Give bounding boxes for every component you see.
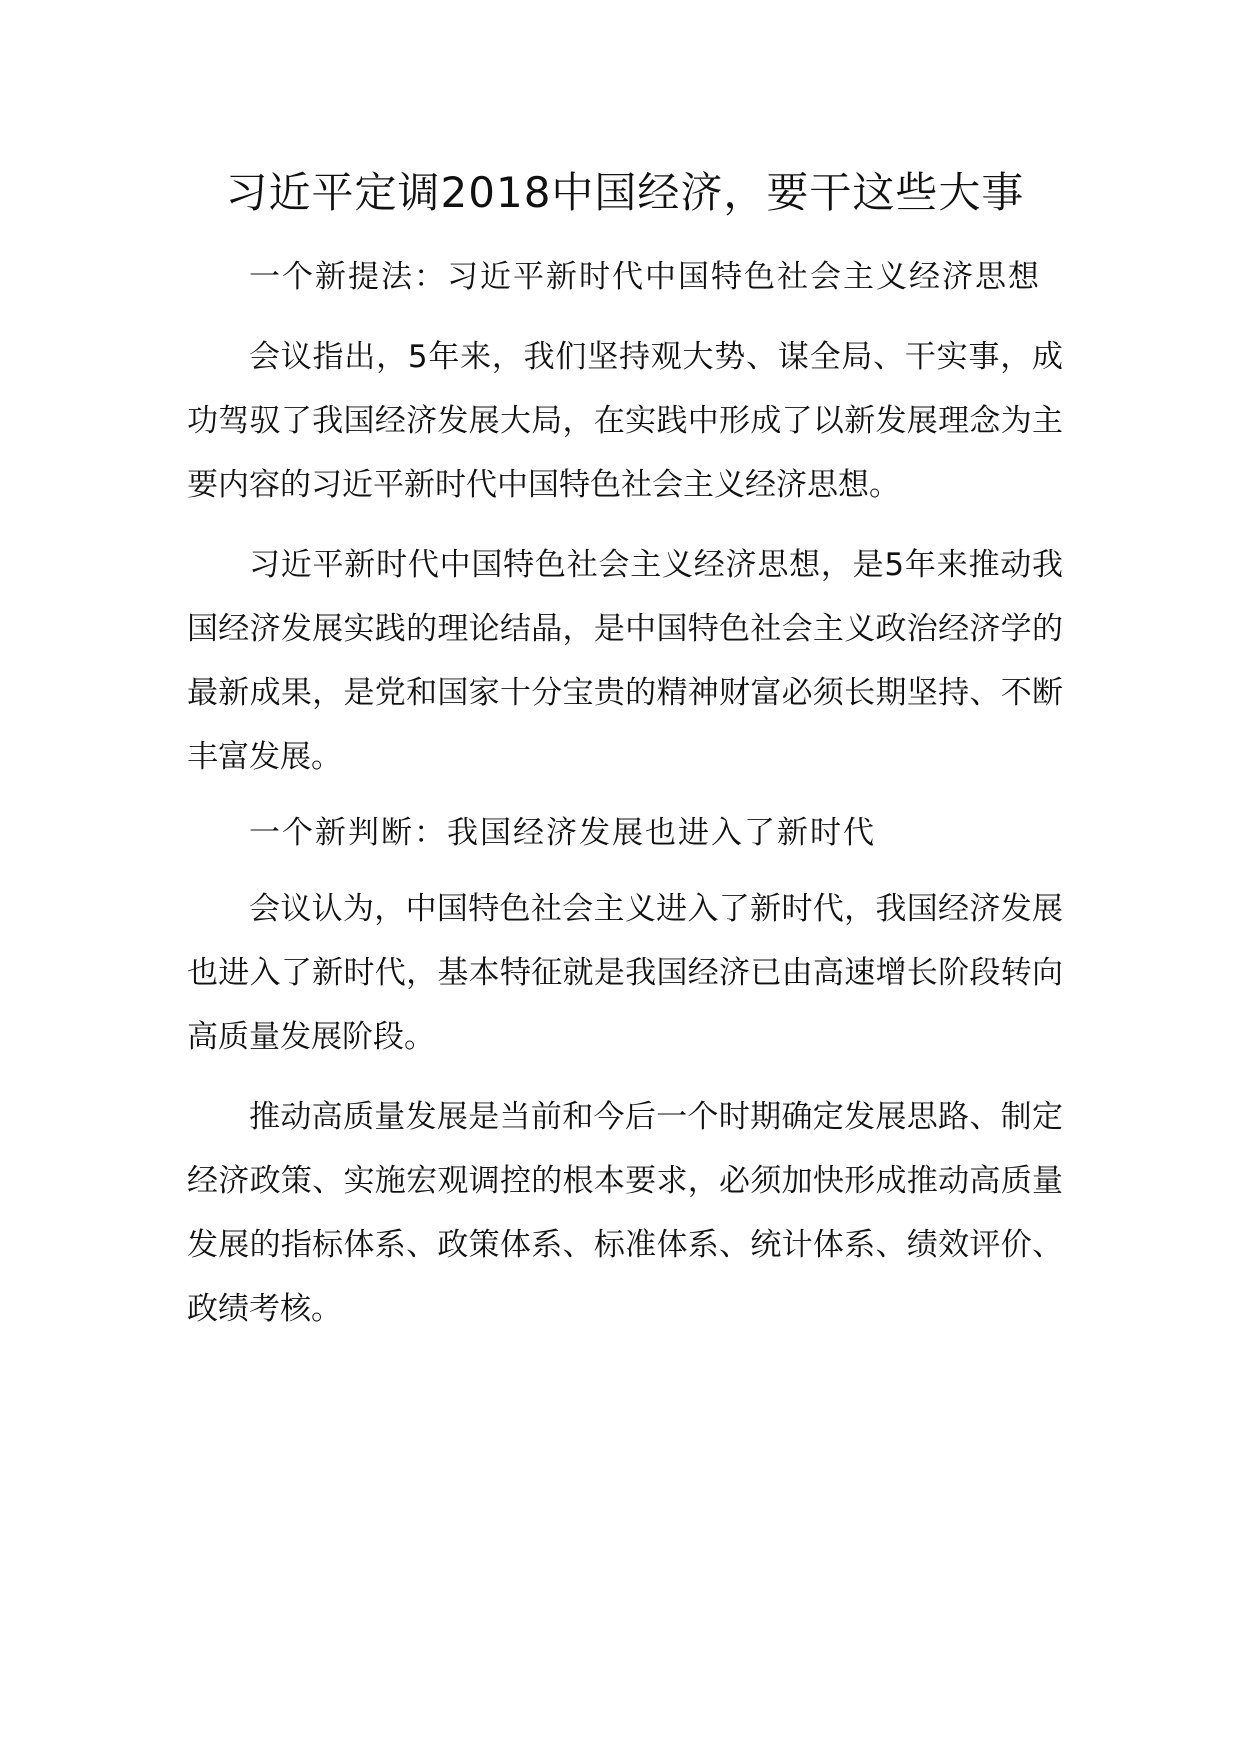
paragraph-high-quality-development: 推动高质量发展是当前和今后一个时期确定发展思路、制定经济政策、实施宏观调控的根本要求，必须加快形成推动高质量发展的指标体系、政策体系、标准体系、统计体系、绩效评价、政绩考核。 — [187, 1099, 1063, 1327]
paragraph-economic-thought: 习近平新时代中国特色社会主义经济思想，是5年来推动我国经济发展实践的理论结晶，是中国特色社会主义政治经济学的最新成果，是党和国家十分宝贵的精神财富必须长期坚持、不断丰富发展。 — [187, 547, 1063, 775]
section-heading-new-concept: 一个新提法：习近平新时代中国特色社会主义经济思想 — [249, 259, 1041, 295]
paragraph-meeting-believes: 会议认为，中国特色社会主义进入了新时代，我国经济发展也进入了新时代，基本特征就是我国经济已由高速增长阶段转向高质量发展阶段。 — [187, 891, 1063, 1055]
section-heading-new-judgment: 一个新判断：我国经济发展也进入了新时代 — [249, 815, 876, 851]
document-title: 习近平定调2018中国经济，要干这些大事 — [225, 168, 1025, 217]
document-page — [187, 0, 1063, 1754]
paragraph-meeting-pointed-out: 会议指出，5年来，我们坚持观大势、谋全局、干实事，成功驾驭了我国经济发展大局，在实践中形成了以新发展理念为主要内容的习近平新时代中国特色社会主义经济思想。 — [187, 339, 1063, 503]
